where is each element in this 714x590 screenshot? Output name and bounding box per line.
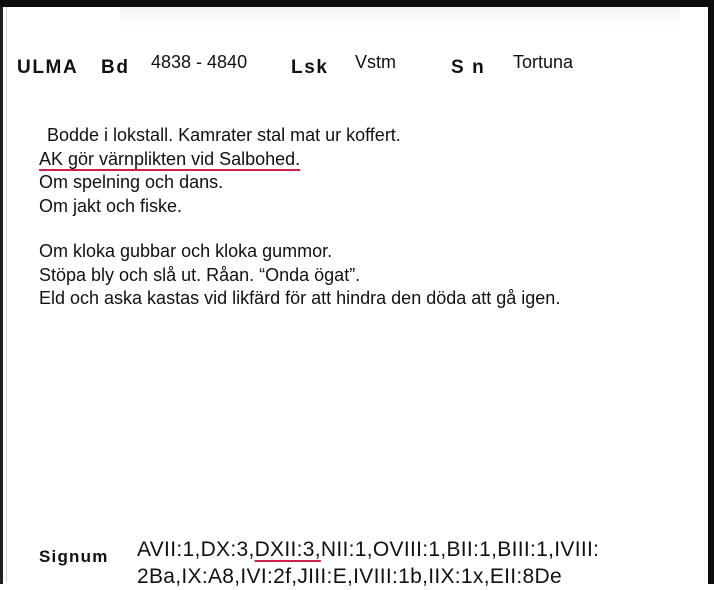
- note-line: Om kloka gubbar och kloka gummor.: [39, 241, 333, 261]
- note-line: Bodde i lokstall. Kamrater stal mat ur koffert.: [47, 125, 401, 145]
- signum-label: Signum: [39, 547, 109, 566]
- paragraph-gap: [39, 218, 699, 240]
- lsk-label: Lsk: [291, 57, 329, 78]
- lsk-value: Vstm: [355, 52, 397, 72]
- signum-code-underlined: DXII:3,: [254, 538, 321, 561]
- ulma-label: ULMA: [17, 57, 79, 78]
- signum-line-2: 2Ba,IX:A8,IVI:2f,JIII:E,IVIII:1b,IIX:1x,EII:8De: [137, 565, 562, 588]
- note-line: Om jakt och fiske.: [39, 195, 183, 216]
- signum-values: [137, 536, 714, 590]
- sn-value: Tortuna: [513, 52, 574, 72]
- notes-body: [39, 124, 699, 311]
- note-line-underlined: AK gör värnplikten vid Salbohed.: [39, 148, 301, 169]
- sn-label: S n: [451, 57, 486, 78]
- note-line: Om spelning och dans.: [39, 172, 224, 192]
- archive-card: [6, 7, 707, 588]
- signum-codes: AVII:1,DX:3,: [137, 538, 255, 561]
- bd-value: 4838 - 4840: [151, 52, 248, 72]
- note-line: Stöpa bly och slå ut. Råan. “Onda ögat”.: [39, 264, 361, 285]
- scan-left-edge: [0, 0, 3, 584]
- card-header: [17, 51, 677, 81]
- scan-right-border: [708, 0, 714, 584]
- note-line: Eld och aska kastas vid likfärd för att hindra den döda att gå igen.: [39, 288, 561, 308]
- bd-label: Bd: [101, 57, 130, 78]
- signum-line-1: [137, 536, 714, 563]
- signum-codes: NII:1,OVIII:1,BII:1,BIII:1,IVIII:: [320, 538, 600, 561]
